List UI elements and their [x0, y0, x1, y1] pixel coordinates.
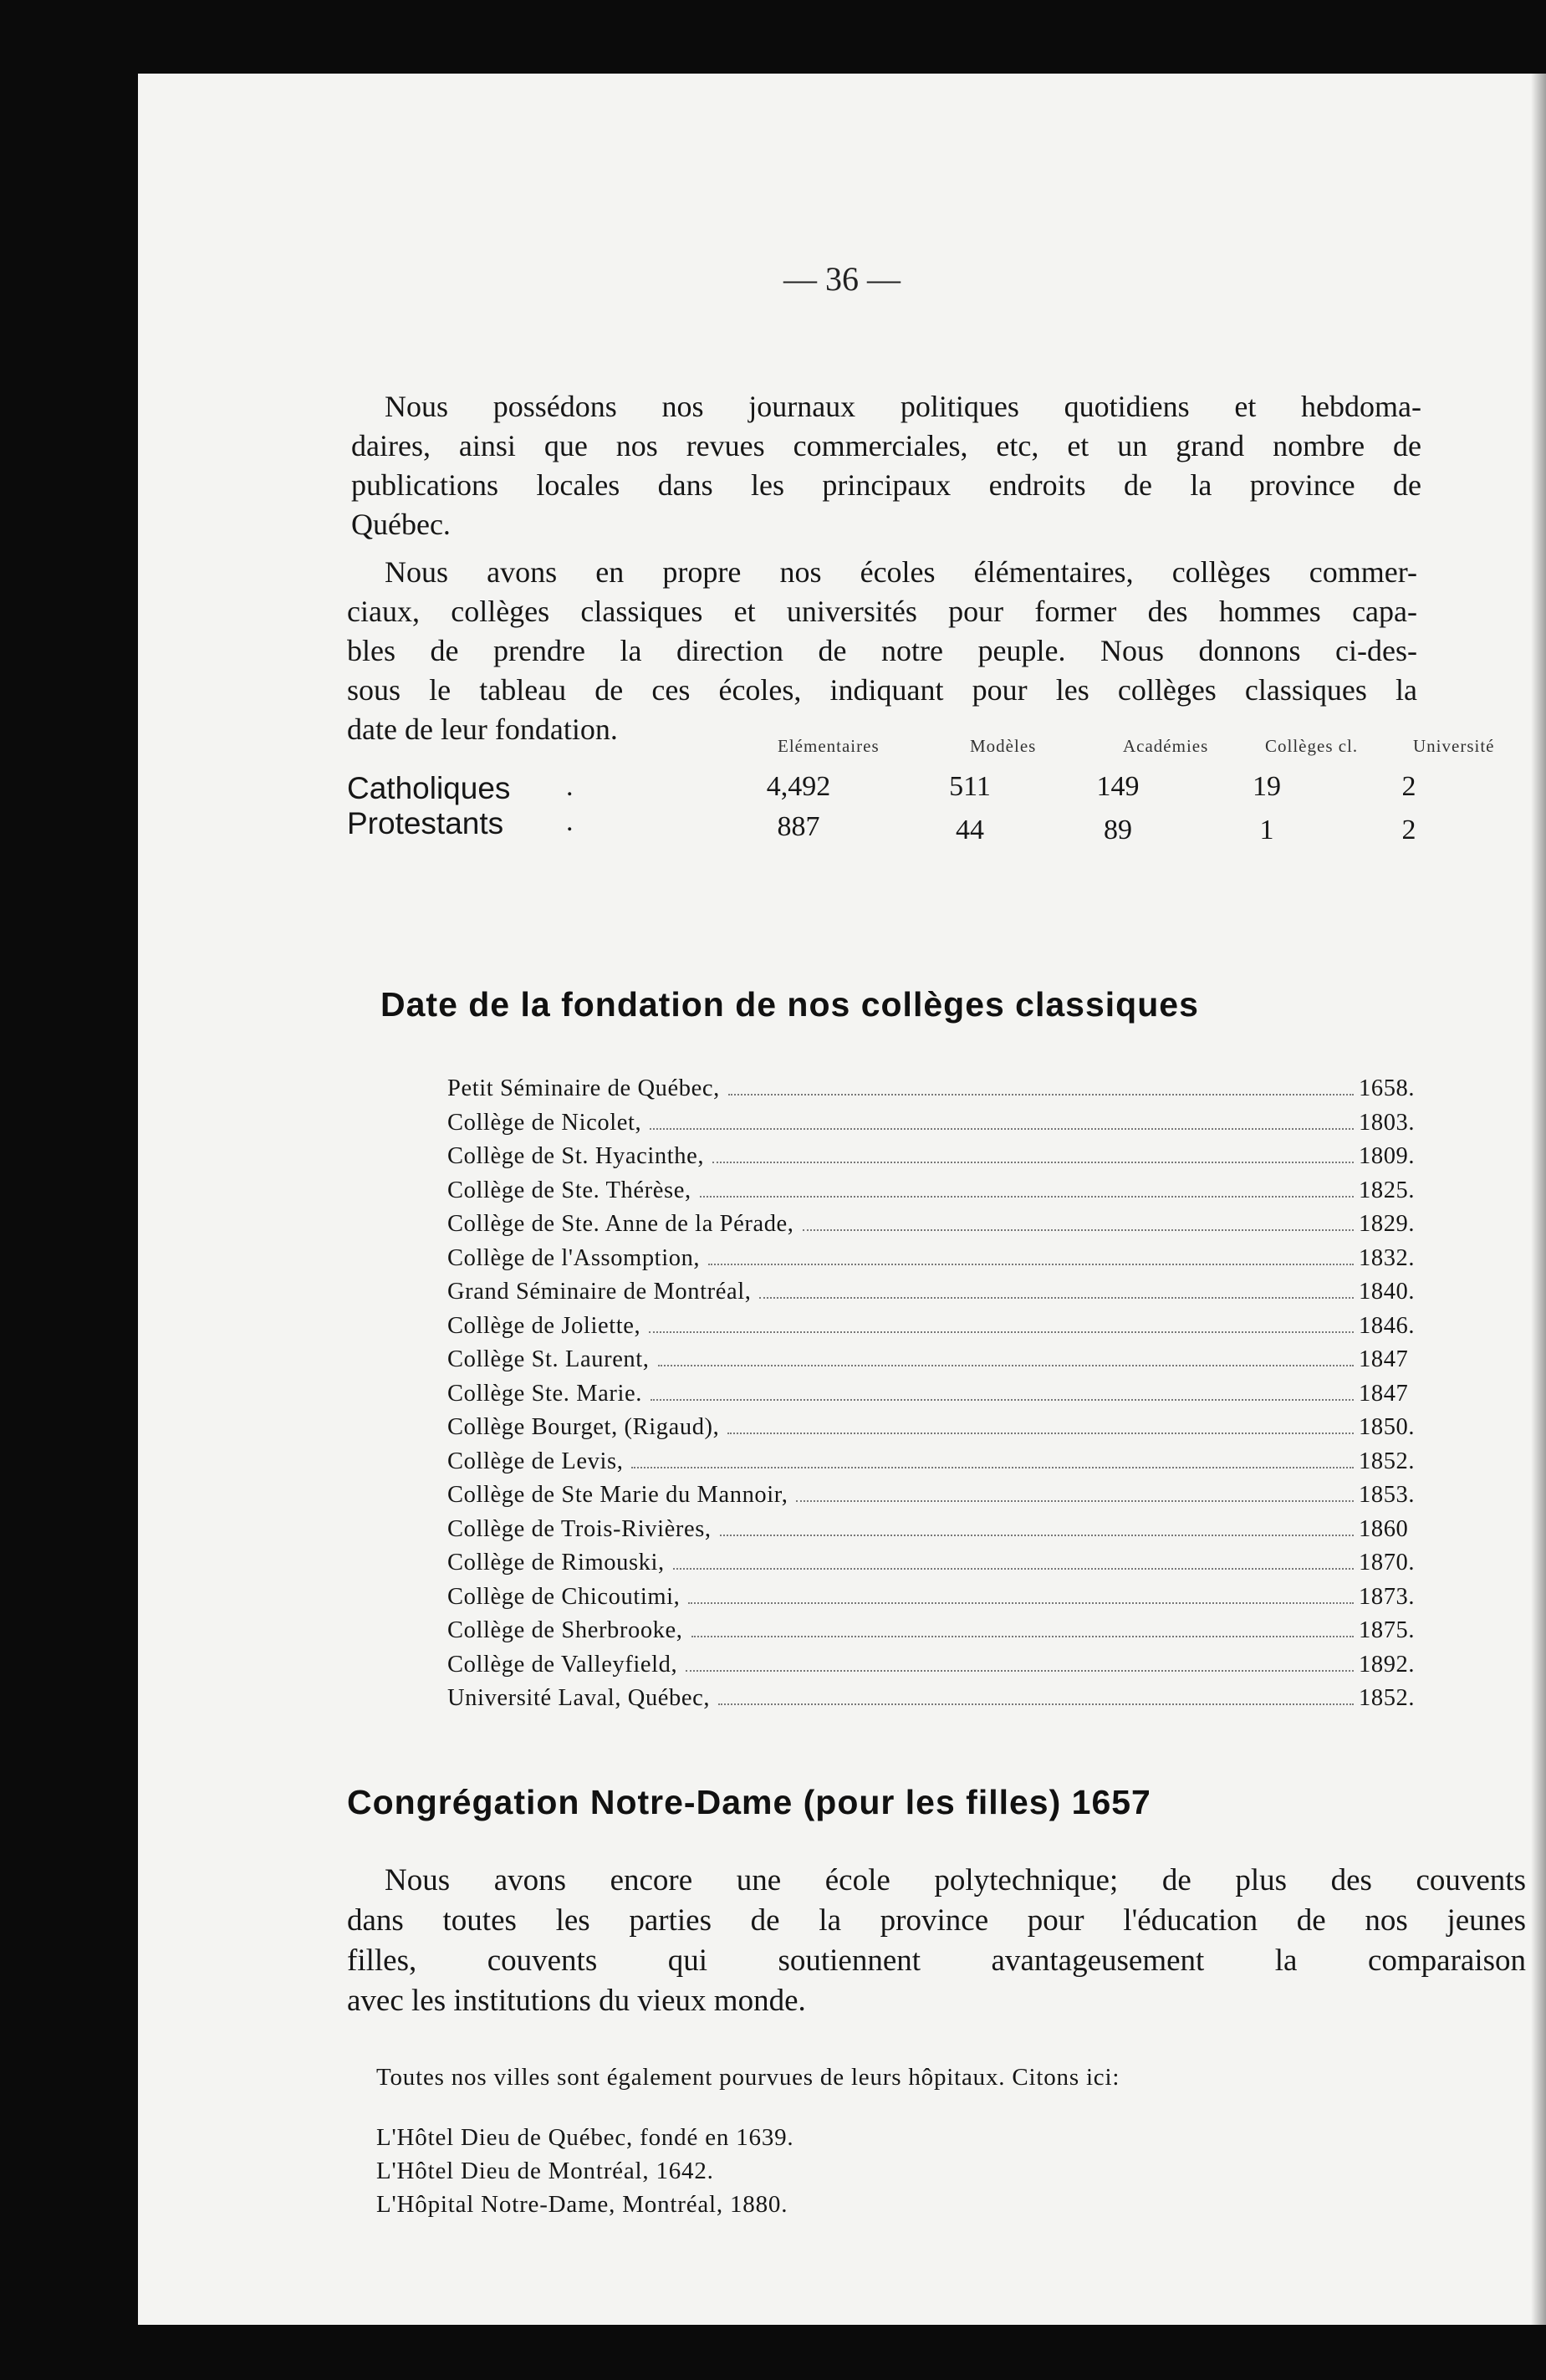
- dot-leader: [631, 1467, 1354, 1468]
- college-entry: [447, 1516, 1434, 1550]
- college-name: Collège de Trois-Rivières,: [447, 1515, 712, 1542]
- dot-leader: [708, 1264, 1354, 1265]
- dot-leader: [658, 1365, 1354, 1366]
- colleges-heading: Date de la fondation de nos collèges classiques: [380, 985, 1199, 1024]
- table-cell: 511: [949, 771, 991, 802]
- dot-leader: [651, 1399, 1354, 1401]
- column-header: Académies: [1123, 736, 1209, 756]
- hospital-item: L'Hôtel Dieu de Québec, fondé en 1639.: [376, 2124, 794, 2151]
- intro-paragraph-1: [351, 387, 1421, 544]
- paragraph-line: filles, couvents qui soutiennent avantageusement la comparaison: [347, 1943, 1526, 1978]
- college-year: 1853.: [1359, 1482, 1416, 1508]
- paragraph-line: avec les institutions du vieux monde.: [347, 1984, 806, 2018]
- college-year: 1873.: [1359, 1583, 1416, 1610]
- college-name: Collège de St. Hyacinthe,: [447, 1143, 705, 1169]
- dot-leader: [803, 1229, 1354, 1231]
- college-entry: [447, 1482, 1434, 1516]
- college-name: Collège de l'Assomption,: [447, 1244, 701, 1271]
- dot-leader: [686, 1670, 1354, 1672]
- college-name: Collège de Valleyfield,: [447, 1651, 678, 1678]
- college-entry: [447, 1617, 1434, 1652]
- paragraph-line: dans toutes les parties de la province pour l'éducation de nos jeunes: [347, 1903, 1526, 1938]
- dot-leader: [728, 1094, 1354, 1096]
- college-name: Université Laval, Québec,: [447, 1685, 711, 1711]
- dot-leader: [718, 1703, 1354, 1705]
- dot-leader: [720, 1535, 1354, 1536]
- college-name: Collège de Rimouski,: [447, 1550, 665, 1576]
- row-dot: .: [566, 771, 574, 802]
- college-name: Collège de Nicolet,: [447, 1109, 642, 1136]
- college-year: 1852.: [1359, 1685, 1416, 1711]
- college-entry: [447, 1143, 1434, 1177]
- college-entry: [447, 1211, 1434, 1245]
- college-year: 1892.: [1359, 1651, 1416, 1678]
- paragraph-line: Nous avons encore une école polytechnique; de plus des couvents: [385, 1863, 1526, 1897]
- dot-leader: [712, 1162, 1354, 1163]
- college-name: Petit Séminaire de Québec,: [447, 1075, 720, 1101]
- college-name: Collège de Sherbrooke,: [447, 1617, 683, 1643]
- college-entry: [447, 1177, 1434, 1212]
- hospitals-list: [376, 2121, 793, 2221]
- college-name: Grand Séminaire de Montréal,: [447, 1279, 752, 1305]
- paragraph-line: daires, ainsi que nos revues commerciales, etc, et un grand nombre de: [351, 429, 1421, 462]
- dot-leader: [727, 1433, 1354, 1434]
- college-year: 1850.: [1359, 1414, 1416, 1440]
- colleges-list: [447, 1075, 1434, 1719]
- college-year: 1840.: [1359, 1279, 1416, 1305]
- page-number: — 36 —: [783, 260, 901, 298]
- college-entry: [447, 1075, 1434, 1110]
- dot-leader: [688, 1602, 1354, 1604]
- college-entry: [447, 1448, 1434, 1483]
- page-edge-shadow: [1531, 74, 1546, 2325]
- paragraph-line: Québec.: [351, 508, 451, 541]
- table-cell: 19: [1253, 771, 1281, 802]
- dot-leader: [650, 1128, 1354, 1130]
- college-year: 1846.: [1359, 1312, 1416, 1339]
- row-dot: .: [566, 806, 574, 837]
- paragraph-line: sous le tableau de ces écoles, indiquant pour les collèges classiques la: [347, 673, 1417, 707]
- college-entry: [447, 1381, 1434, 1415]
- dot-leader: [759, 1297, 1354, 1299]
- college-name: Collège de Ste. Anne de la Pérade,: [447, 1211, 794, 1237]
- college-name: Collège Bourget, (Rigaud),: [447, 1414, 720, 1440]
- college-entry: [447, 1685, 1434, 1719]
- paragraph-line: publications locales dans les principaux endroits de la province de: [351, 468, 1421, 502]
- hospitals-intro: Toutes nos villes sont également pourvues de leurs hôpitaux. Citons ici:: [376, 2064, 1120, 2091]
- table-cell: 4,492: [766, 771, 831, 802]
- congregation-heading: Congrégation Notre-Dame (pour les filles) 1657: [347, 1783, 1151, 1821]
- table-row: [347, 806, 1501, 845]
- college-entry: [447, 1414, 1434, 1448]
- college-year: 1829.: [1359, 1211, 1416, 1237]
- college-name: Collège de Ste. Thérèse,: [447, 1177, 691, 1203]
- college-name: Collège Ste. Marie.: [447, 1380, 643, 1407]
- dot-leader: [691, 1636, 1354, 1637]
- table-row: [347, 771, 1501, 806]
- hospital-item: L'Hôtel Dieu de Montréal, 1642.: [376, 2158, 714, 2184]
- college-entry: [447, 1110, 1434, 1144]
- college-name: Collège de Chicoutimi,: [447, 1583, 681, 1610]
- dot-leader: [796, 1500, 1354, 1502]
- college-year: 1803.: [1359, 1109, 1416, 1136]
- college-year: 1852.: [1359, 1448, 1416, 1474]
- college-year: 1847: [1359, 1380, 1409, 1407]
- college-year: 1832.: [1359, 1244, 1416, 1271]
- college-entry: [447, 1550, 1434, 1584]
- college-entry: [447, 1279, 1434, 1313]
- table-cell: 887: [777, 811, 820, 842]
- college-year: 1875.: [1359, 1617, 1416, 1643]
- college-name: Collège de Joliette,: [447, 1312, 641, 1339]
- college-year: 1825.: [1359, 1177, 1416, 1203]
- college-entry: [447, 1346, 1434, 1381]
- intro-paragraph-2: [347, 553, 1417, 749]
- closing-paragraph: [347, 1861, 1526, 2021]
- dot-leader: [673, 1568, 1354, 1570]
- row-label: Protestants: [347, 806, 504, 840]
- column-header: Modèles: [970, 736, 1037, 756]
- table-cell: 44: [956, 815, 984, 845]
- college-name: Collège de Ste Marie du Mannoir,: [447, 1482, 788, 1508]
- paragraph-line: ciaux, collèges classiques et universités pour former des hommes capa-: [347, 595, 1417, 628]
- column-header: Université: [1413, 736, 1495, 756]
- college-year: 1870.: [1359, 1550, 1416, 1576]
- table-cell: 89: [1104, 815, 1132, 845]
- college-entry: [447, 1584, 1434, 1618]
- college-entry: [447, 1245, 1434, 1279]
- paragraph-line: bles de prendre la direction de notre peuple. Nous donnons ci-des-: [347, 634, 1417, 667]
- table-cell: 2: [1401, 771, 1416, 802]
- table-cell: 1: [1259, 815, 1274, 845]
- college-name: Collège de Levis,: [447, 1448, 624, 1474]
- college-entry: [447, 1652, 1434, 1686]
- column-header: Collèges cl.: [1265, 736, 1359, 756]
- paragraph-line: Nous possédons nos journaux politiques quotidiens et hebdoma-: [385, 390, 1421, 423]
- table-cell: 2: [1401, 815, 1416, 845]
- row-label: Catholiques: [347, 771, 511, 805]
- paragraph-line: Nous avons en propre nos écoles élémentaires, collèges commer-: [385, 555, 1417, 589]
- college-year: 1658.: [1359, 1075, 1416, 1101]
- college-entry: [447, 1313, 1434, 1347]
- column-header: Elémentaires: [778, 736, 880, 756]
- college-year: 1847: [1359, 1346, 1409, 1372]
- college-year: 1860: [1359, 1515, 1409, 1542]
- scanned-page: [138, 74, 1546, 2325]
- paragraph-line: date de leur fondation.: [347, 712, 618, 746]
- dot-leader: [649, 1331, 1354, 1333]
- hospital-item: L'Hôpital Notre-Dame, Montréal, 1880.: [376, 2191, 788, 2218]
- table-cell: 149: [1096, 771, 1140, 802]
- dot-leader: [700, 1196, 1354, 1198]
- college-name: Collège St. Laurent,: [447, 1346, 650, 1372]
- college-year: 1809.: [1359, 1143, 1416, 1169]
